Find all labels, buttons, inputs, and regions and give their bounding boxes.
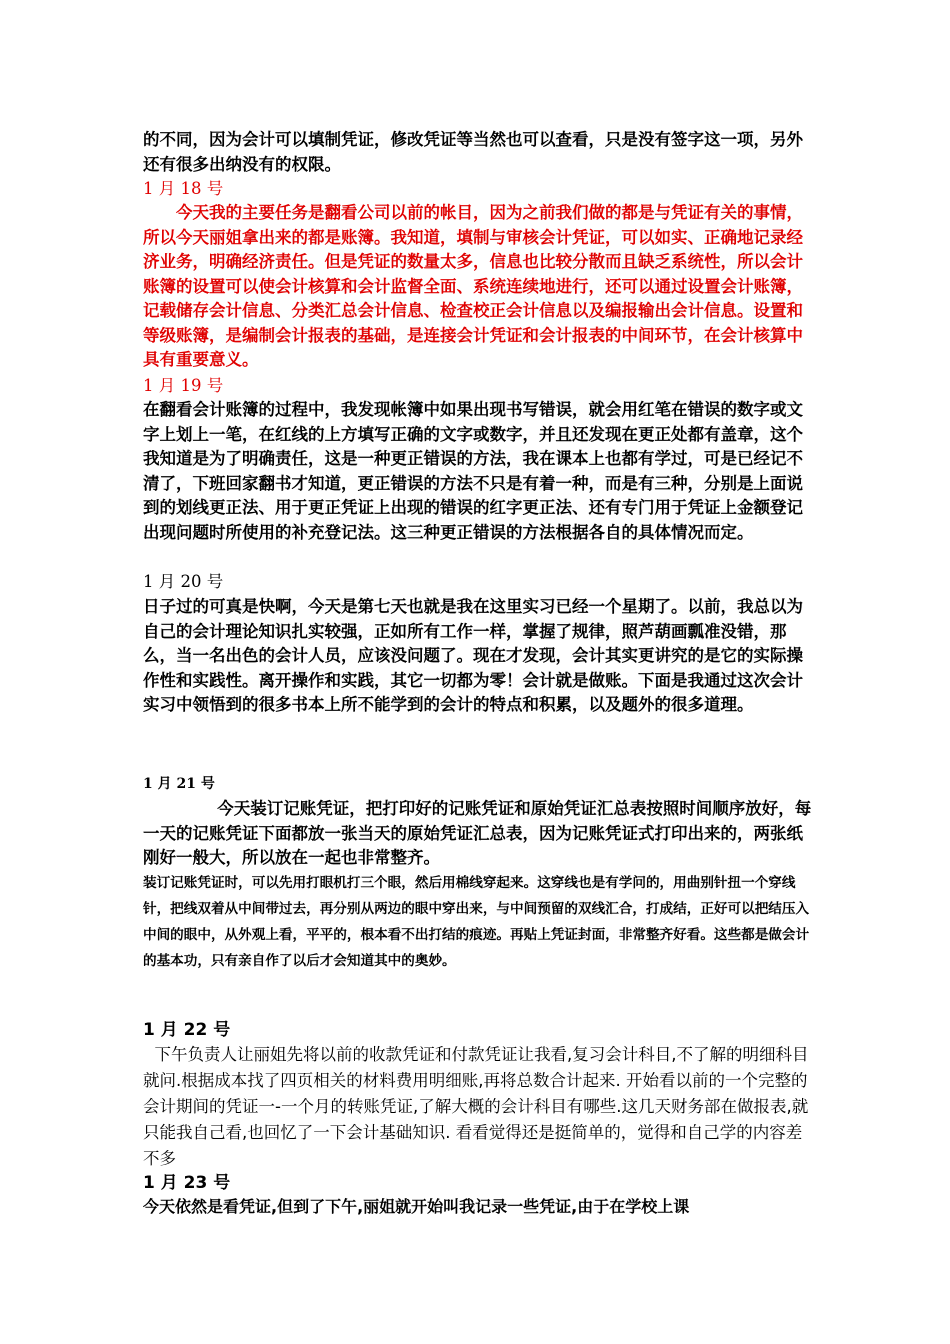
intro-paragraph: 的不同，因为会计可以填制凭证，修改凭证等当然也可以查看，只是没有签字这一项，另外还有很多出纳没有的权限。 [143,130,803,174]
date-heading-jan19: 1 月 19 号 [143,376,224,395]
date-heading-jan18: 1 月 18 号 [143,179,224,198]
paragraph-jan21-part1: 今天装订记账凭证，把打印好的记账凭证和原始凭证汇总表按照时间顺序放好，每一天的记账凭证下面都放一张当天的原始凭证汇总表，因为记账凭证式打印出来的，两张纸刚好一般大，所以放在一起也非常整齐。 [143,799,812,867]
paragraph-jan20: 日子过的可真是快啊，今天是第七天也就是我在这里实习已经一个星期了。以前，我总以为自己的会计理论知识扎实较强，正如所有工作一样，掌握了规律，照芦葫画瓢准没错，那么，当一名出色的会计人员，应该没问题了。现在才发现，会计其实更讲究的是它的实际操作性和实践性。离开操作和实践，其它一切都为零！会计就是做账。下面是我通过这次会计实习中领悟到的很多书本上所不能学到的会计的特点和积累，以及题外的很多道理。 [143,597,803,714]
paragraph-jan18: 今天我的主要任务是翻看公司以前的帐目，因为之前我们做的都是与凭证有关的事情，所以今天丽姐拿出来的都是账簿。我知道，填制与审核会计凭证，可以如实、正确地记录经济业务，明确经济责任。但是凭证的数量太多，信息也比较分散而且缺乏系统性，所以会计账簿的设置可以使会计核算和会计监督全面、系统连续地进行，还可以通过设置会计账簿，记载储存会计信息、分类汇总会计信息、检查校正会计信息以及编报输出会计信息。设置和等级账簿，是编制会计报表的基础，是连接会计凭证和会计报表的中间环节，在会计核算中具有重要意义。 [143,203,803,369]
date-heading-jan22: 1 月 22 号 [143,1020,231,1040]
date-heading-jan23: 1 月 23 号 [143,1173,231,1193]
paragraph-jan22: 下午负责人让丽姐先将以前的收款凭证和付款凭证让我看,复习会计科目,不了解的明细科目就问.根据成本找了四页相关的材料费用明细账,再将总数合计起来. 开始看以前的一个完整的会计期间的凭证一-一个月的转账凭证,了解大概的会计科目有哪些.这几天财务部在做报表,就只能我自己看,也回忆了一下会计基础知识. 看看觉得还是挺简单的，觉得和自己学的内容差不多 [143,1045,809,1168]
date-heading-jan21: 1 月 21 号 [143,776,215,792]
date-heading-jan20: 1 月 20 号 [143,572,224,591]
paragraph-jan23: 今天依然是看凭证,但到了下午,丽姐就开始叫我记录一些凭证,由于在学校上课 [143,1197,690,1216]
paragraph-jan19: 在翻看会计账簿的过程中，我发现帐簿中如果出现书写错误，就会用红笔在错误的数字或文字上划上一笔，在红线的上方填写正确的文字或数字，并且还发现在更正处都有盖章，这个我知道是为了明确责任，这是一种更正错误的方法，我在课本上也都有学过，可是已经记不清了，下班回家翻书才知道，更正错误的方法不只是有着一种，而是有三种，分别是上面说到的划线更正法、用于更正凭证上出现的错误的红字更正法、还有专门用于凭证上金额登记出现问题时所使用的补充登记法。这三种更正错误的方法根据各自的具体情况而定。 [143,400,803,542]
paragraph-jan21-part2: 装订记账凭证时，可以先用打眼机打三个眼，然后用棉线穿起来。这穿线也是有学问的，用曲别针扭一个穿线针，把线双着从中间带过去，再分别从两边的眼中穿出来，与中间预留的双线汇合，打成结，正好可以把结压入中间的眼中，从外观上看，平平的，根本看不出打结的痕迹。再贴上凭证封面，非常整齐好看。这些都是做会计的基本功，只有亲自作了以后才会知道其中的奥妙。 [143,875,810,969]
